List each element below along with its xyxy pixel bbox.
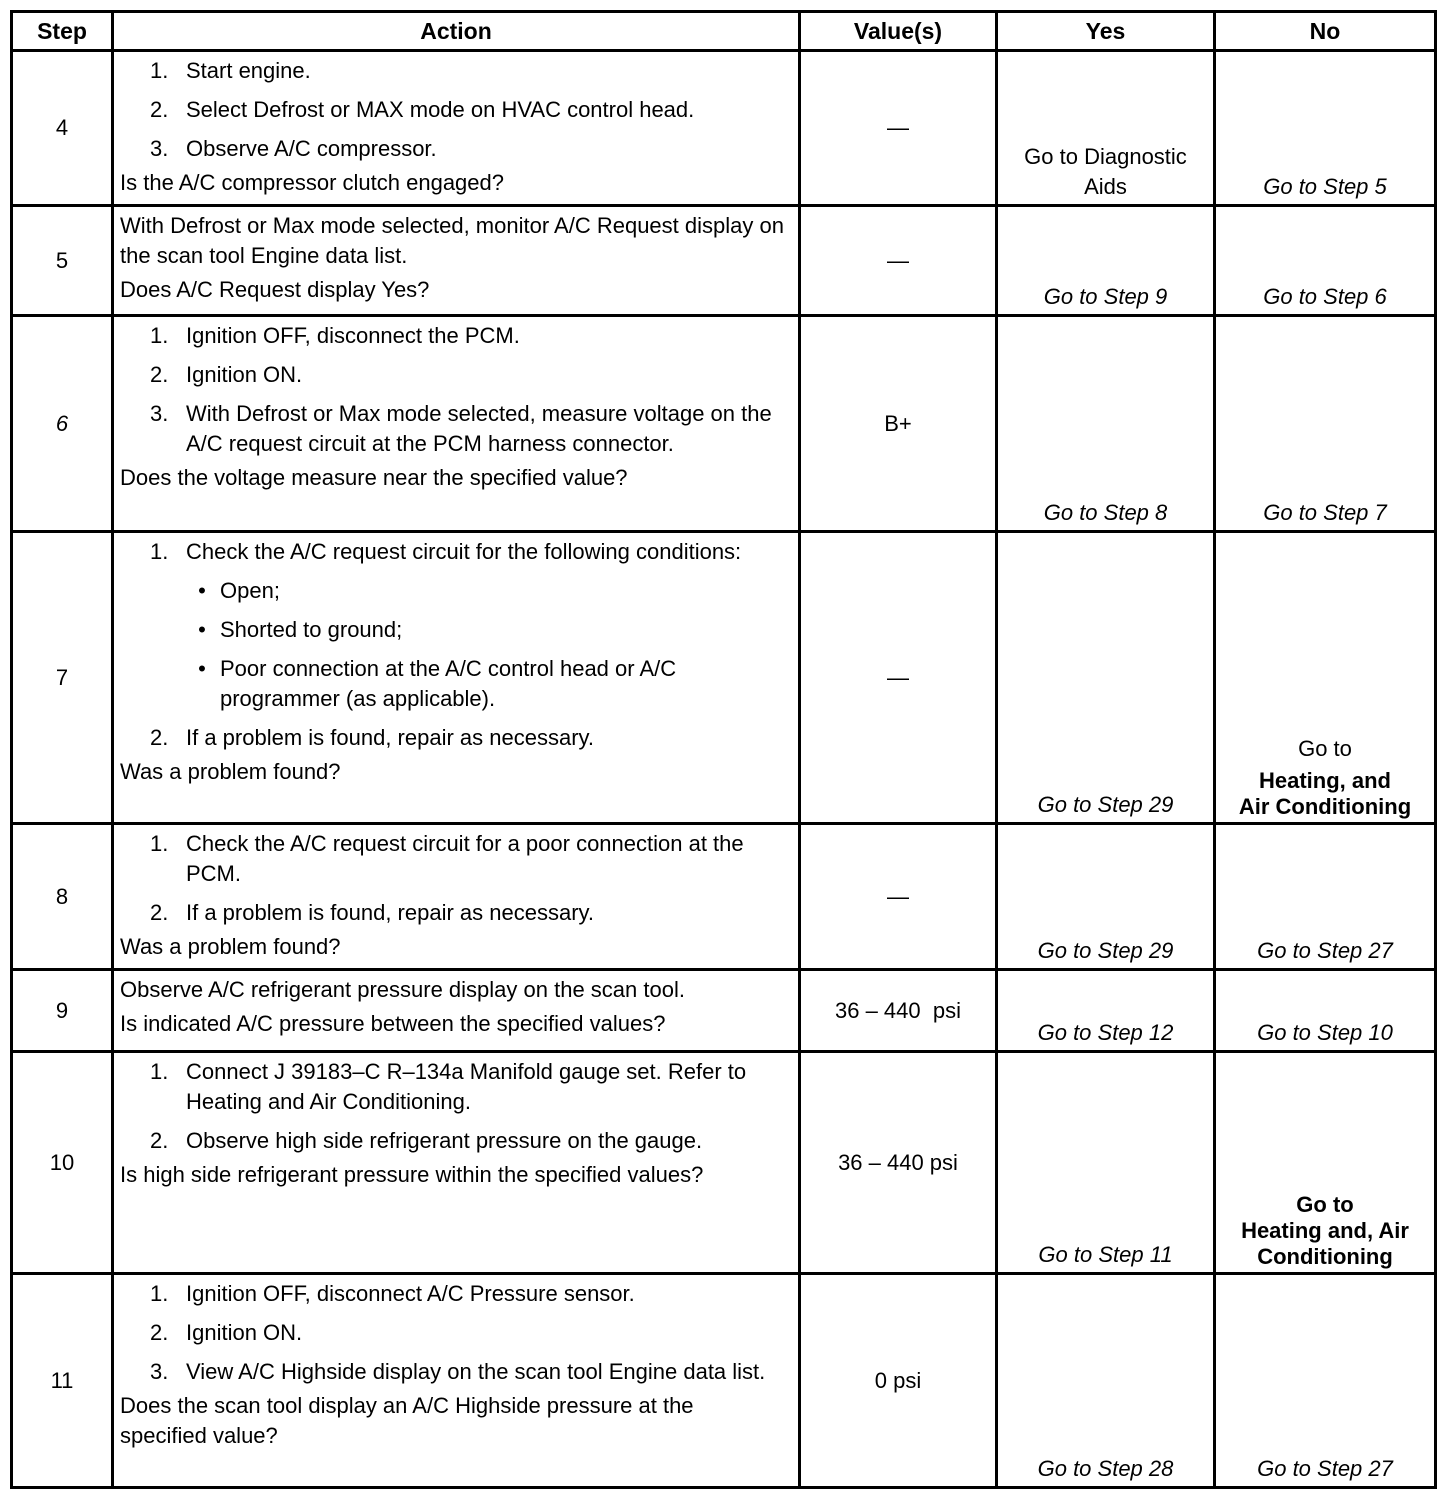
- value-cell: 36 – 440 psi: [800, 1052, 997, 1274]
- action-cell: [113, 824, 800, 970]
- header-row: [12, 12, 1436, 51]
- action-step: 1. Ignition OFF, disconnect A/C Pressure sensor.: [150, 1281, 635, 1306]
- action-text: Observe A/C refrigerant pressure display on the scan tool.: [120, 977, 685, 1002]
- table-row: [12, 206, 1436, 316]
- action-step: 1. Start engine.: [150, 58, 311, 83]
- no-link-line: Go to: [1298, 736, 1352, 761]
- header-no: No: [1215, 12, 1436, 51]
- table-row: [12, 970, 1436, 1052]
- table-row: [12, 824, 1436, 970]
- value-cell: 0 psi: [800, 1274, 997, 1488]
- yes-cell: [997, 824, 1215, 970]
- no-link-line: Go to: [1296, 1192, 1354, 1217]
- action-step: 2. If a problem is found, repair as necessary.: [150, 725, 595, 750]
- action-cell: [113, 51, 800, 206]
- action-step: 1. Check the A/C request circuit for a poor connection at the PCM.: [150, 831, 744, 886]
- no-link: Go to Step 27: [1257, 1456, 1393, 1481]
- action-question: Is high side refrigerant pressure within the specified values?: [120, 1162, 704, 1187]
- diagnostic-table: [10, 10, 1437, 1489]
- action-step: 2. Select Defrost or MAX mode on HVAC control head.: [150, 97, 695, 122]
- step-number: 6: [12, 316, 113, 532]
- no-link: Go to Step 27: [1257, 938, 1393, 963]
- no-link: Go to Step 5: [1263, 174, 1387, 199]
- step-number: 10: [12, 1052, 113, 1274]
- no-cell: [1215, 1274, 1436, 1488]
- action-step: 3. View A/C Highside display on the scan tool Engine data list.: [150, 1359, 766, 1384]
- yes-link: Go to Step 11: [1038, 1242, 1173, 1267]
- table-row: [12, 51, 1436, 206]
- action-step: 2. Observe high side refrigerant pressure on the gauge.: [150, 1128, 703, 1153]
- action-question: Was a problem found?: [120, 934, 341, 959]
- no-cell: [1215, 206, 1436, 316]
- yes-cell: [997, 51, 1215, 206]
- action-step: 3. Observe A/C compressor.: [150, 136, 437, 161]
- action-text: With Defrost or Max mode selected, monitor A/C Request display on the scan tool Engine data list.: [120, 213, 784, 268]
- header-step: Step: [12, 12, 113, 51]
- action-cell: [113, 316, 800, 532]
- no-link-line: Conditioning: [1257, 1244, 1393, 1269]
- action-step: 1. Check the A/C request circuit for the following conditions:: [150, 539, 742, 564]
- action-question: Is the A/C compressor clutch engaged?: [120, 170, 504, 195]
- action-bullet: • Poor connection at the A/C control head or A/C programmer (as applicable).: [198, 656, 677, 711]
- yes-cell: [997, 206, 1215, 316]
- yes-cell: [997, 970, 1215, 1052]
- action-step: 2. Ignition ON.: [150, 362, 303, 387]
- header-values: Value(s): [800, 12, 997, 51]
- action-step: 2. Ignition ON.: [150, 1320, 303, 1345]
- action-bullet: • Shorted to ground;: [198, 617, 403, 642]
- action-cell: [113, 970, 800, 1052]
- action-question: Is indicated A/C pressure between the specified values?: [120, 1011, 666, 1036]
- no-cell: [1215, 824, 1436, 970]
- no-cell: [1215, 532, 1436, 824]
- value-cell: —: [800, 206, 997, 316]
- table-row: [12, 532, 1436, 824]
- no-cell: [1215, 316, 1436, 532]
- step-number: 7: [12, 532, 113, 824]
- no-cell: [1215, 1052, 1436, 1274]
- action-bullet: • Open;: [198, 578, 280, 603]
- table-row: [12, 1052, 1436, 1274]
- no-link: Go to Step 6: [1263, 284, 1387, 309]
- action-cell: [113, 206, 800, 316]
- no-link: Go to Step 7: [1263, 500, 1387, 525]
- no-link-line: Heating and, Air: [1241, 1218, 1409, 1243]
- no-link-line: Heating, and: [1258, 768, 1391, 793]
- no-link: Go to Step 10: [1257, 1020, 1393, 1045]
- yes-cell: [997, 1274, 1215, 1488]
- action-step: 1. Connect J 39183–C R–134a Manifold gauge set. Refer to Heating and Air Conditioning.: [150, 1059, 747, 1114]
- yes-link: Go to Step 29: [1037, 938, 1174, 963]
- action-step: 3. With Defrost or Max mode selected, measure voltage on the A/C request circuit at the PCM harness connector.: [150, 401, 772, 456]
- step-number: 5: [12, 206, 113, 316]
- step-number: 4: [12, 51, 113, 206]
- yes-link: Go to Step 12: [1037, 1020, 1174, 1045]
- table-row: [12, 1274, 1436, 1488]
- table-row: [12, 316, 1436, 532]
- yes-link: Go to Diagnostic Aids: [1024, 144, 1187, 199]
- action-question: Was a problem found?: [120, 759, 341, 784]
- action-cell: [113, 1052, 800, 1274]
- value-cell: —: [800, 532, 997, 824]
- no-cell: [1215, 51, 1436, 206]
- step-number: 8: [12, 824, 113, 970]
- action-question: Does A/C Request display Yes?: [120, 277, 430, 302]
- yes-link: Go to Step 9: [1043, 284, 1168, 309]
- action-question: Does the scan tool display an A/C Highside pressure at the specified value?: [120, 1393, 694, 1448]
- no-link-line: Air Conditioning: [1238, 794, 1412, 819]
- no-cell: [1215, 970, 1436, 1052]
- header-action: Action: [113, 12, 800, 51]
- step-number: 9: [12, 970, 113, 1052]
- header-yes: Yes: [997, 12, 1215, 51]
- value-cell: 36 – 440 psi: [800, 970, 997, 1052]
- action-step: 2. If a problem is found, repair as necessary.: [150, 900, 595, 925]
- value-cell: B+: [800, 316, 997, 532]
- value-cell: —: [800, 824, 997, 970]
- yes-cell: [997, 316, 1215, 532]
- yes-cell: [997, 1052, 1215, 1274]
- yes-link: Go to Step 8: [1043, 500, 1168, 525]
- yes-cell: [997, 532, 1215, 824]
- action-step: 1. Ignition OFF, disconnect the PCM.: [150, 323, 520, 348]
- action-cell: [113, 532, 800, 824]
- step-number: 11: [12, 1274, 113, 1488]
- value-cell: —: [800, 51, 997, 206]
- yes-link: Go to Step 28: [1037, 1456, 1174, 1481]
- action-cell: [113, 1274, 800, 1488]
- action-question: Does the voltage measure near the specified value?: [120, 465, 628, 490]
- yes-link: Go to Step 29: [1037, 792, 1174, 817]
